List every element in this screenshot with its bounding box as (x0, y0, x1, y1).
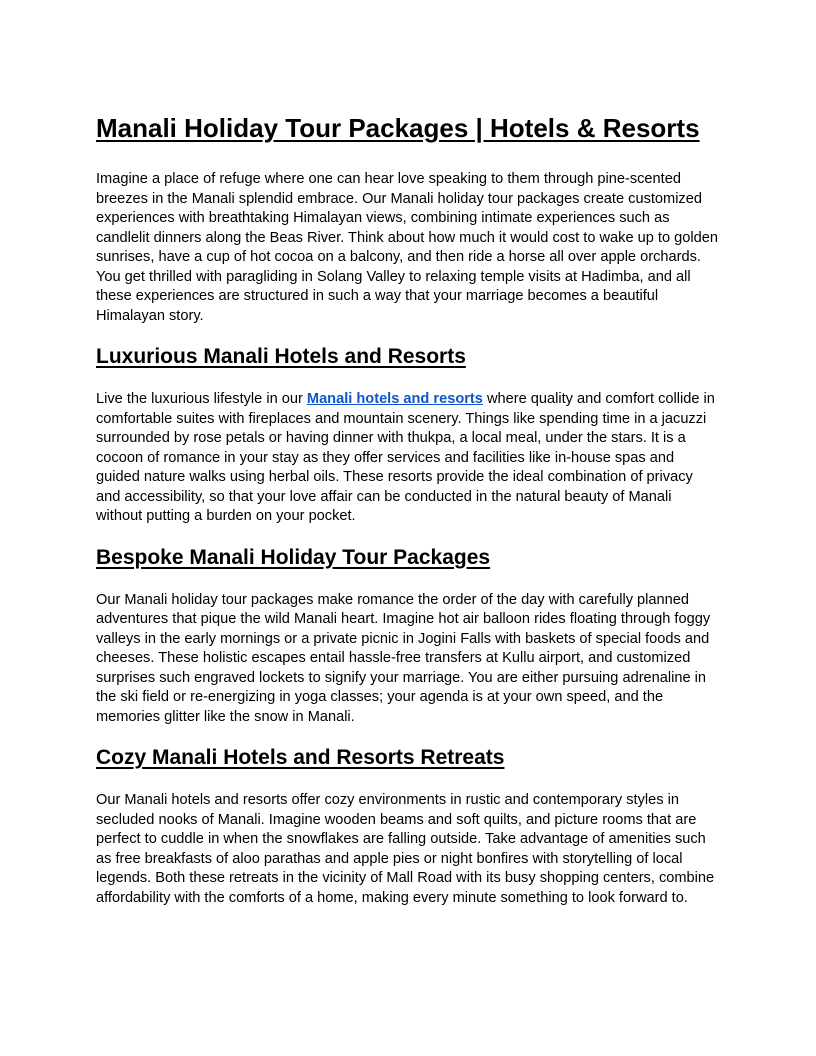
document-page (96, 108, 720, 908)
section-paragraph-luxurious-hotels (96, 390, 720, 527)
section-paragraph-bespoke-packages: Our Manali holiday tour packages make romance the order of the day with carefully planned adventures that pique the wild Manali heart. Imagine hot air balloon rides floating through foggy valleys in the early mornings or a private picnic in Jogini Falls with baskets of special foods and cheeses. These holistic escapes entail hassle-free transfers at Kullu airport, and customized surprises such engraved lockets to signify your marriage. You are either pursuing adrenaline in the ski field or re-energizing in yoga classes; your agenda is at your own speed, and the memories glitter like the snow in Manali. (96, 591, 711, 725)
intro-paragraph: Imagine a place of refuge where one can hear love speaking to them through pine-scented breezes in the Manali splendid embrace. Our Manali holiday tour packages create customized experiences with breathtaking Himalayan views, combining intimate experiences such as candlelit dinners along the Beas River. Think about how much it would cost to wake up to golden sunrises, have a cup of hot cocoa on a balcony, and then ride a horse all over apple orchards. You get thrilled with paragliding in Solang Valley to relaxing temple visits at Hadimba, and all these experiences are structured in such a way that your marriage becomes a beautiful Himalayan story. (96, 171, 718, 324)
section-heading-cozy-retreats: Cozy Manali Hotels and Resorts Retreats (96, 746, 505, 769)
section-heading-bespoke-packages: Bespoke Manali Holiday Tour Packages (96, 545, 491, 569)
section-paragraph-cozy-retreats: Our Manali hotels and resorts offer cozy environments in rustic and contemporary styles in secluded nooks of Manali. Imagine wooden beams and soft quilts, and picture rooms that are perfect to cuddle in when the snowflakes are falling outside. Take advantage of amenities such as free breakfasts of aloo parathas and apple pies or night bonfires with storytelling of local legends. Both these retreats in the vicinity of Mall Road with its busy shopping centers, combine affordability with the comforts of a home, making every minute something to look forward to. (96, 792, 715, 906)
page-title: Manali Holiday Tour Packages | Hotels & Resorts (96, 113, 700, 143)
paragraph-text-before-link: Live the luxurious lifestyle in our (96, 391, 307, 407)
section-heading-luxurious-hotels: Luxurious Manali Hotels and Resorts (96, 345, 466, 368)
paragraph-text-after-link: where quality and comfort collide in comfortable suites with fireplaces and mountain scenery. Things like spending time in a jacuzzi surrounded by rose petals or having dinner with thukpa, a local meal, under the stars. It is a cocoon of romance in your stay as they offer services and facilities like in-house spas and guided nature walks using herbal oils. These resorts provide the ideal combination of privacy and accessibility, so that your love affair can be conducted in the natural beauty of Manali without putting a burden on your pocket. (96, 391, 715, 524)
manali-hotels-link[interactable]: Manali hotels and resorts (306, 391, 483, 407)
